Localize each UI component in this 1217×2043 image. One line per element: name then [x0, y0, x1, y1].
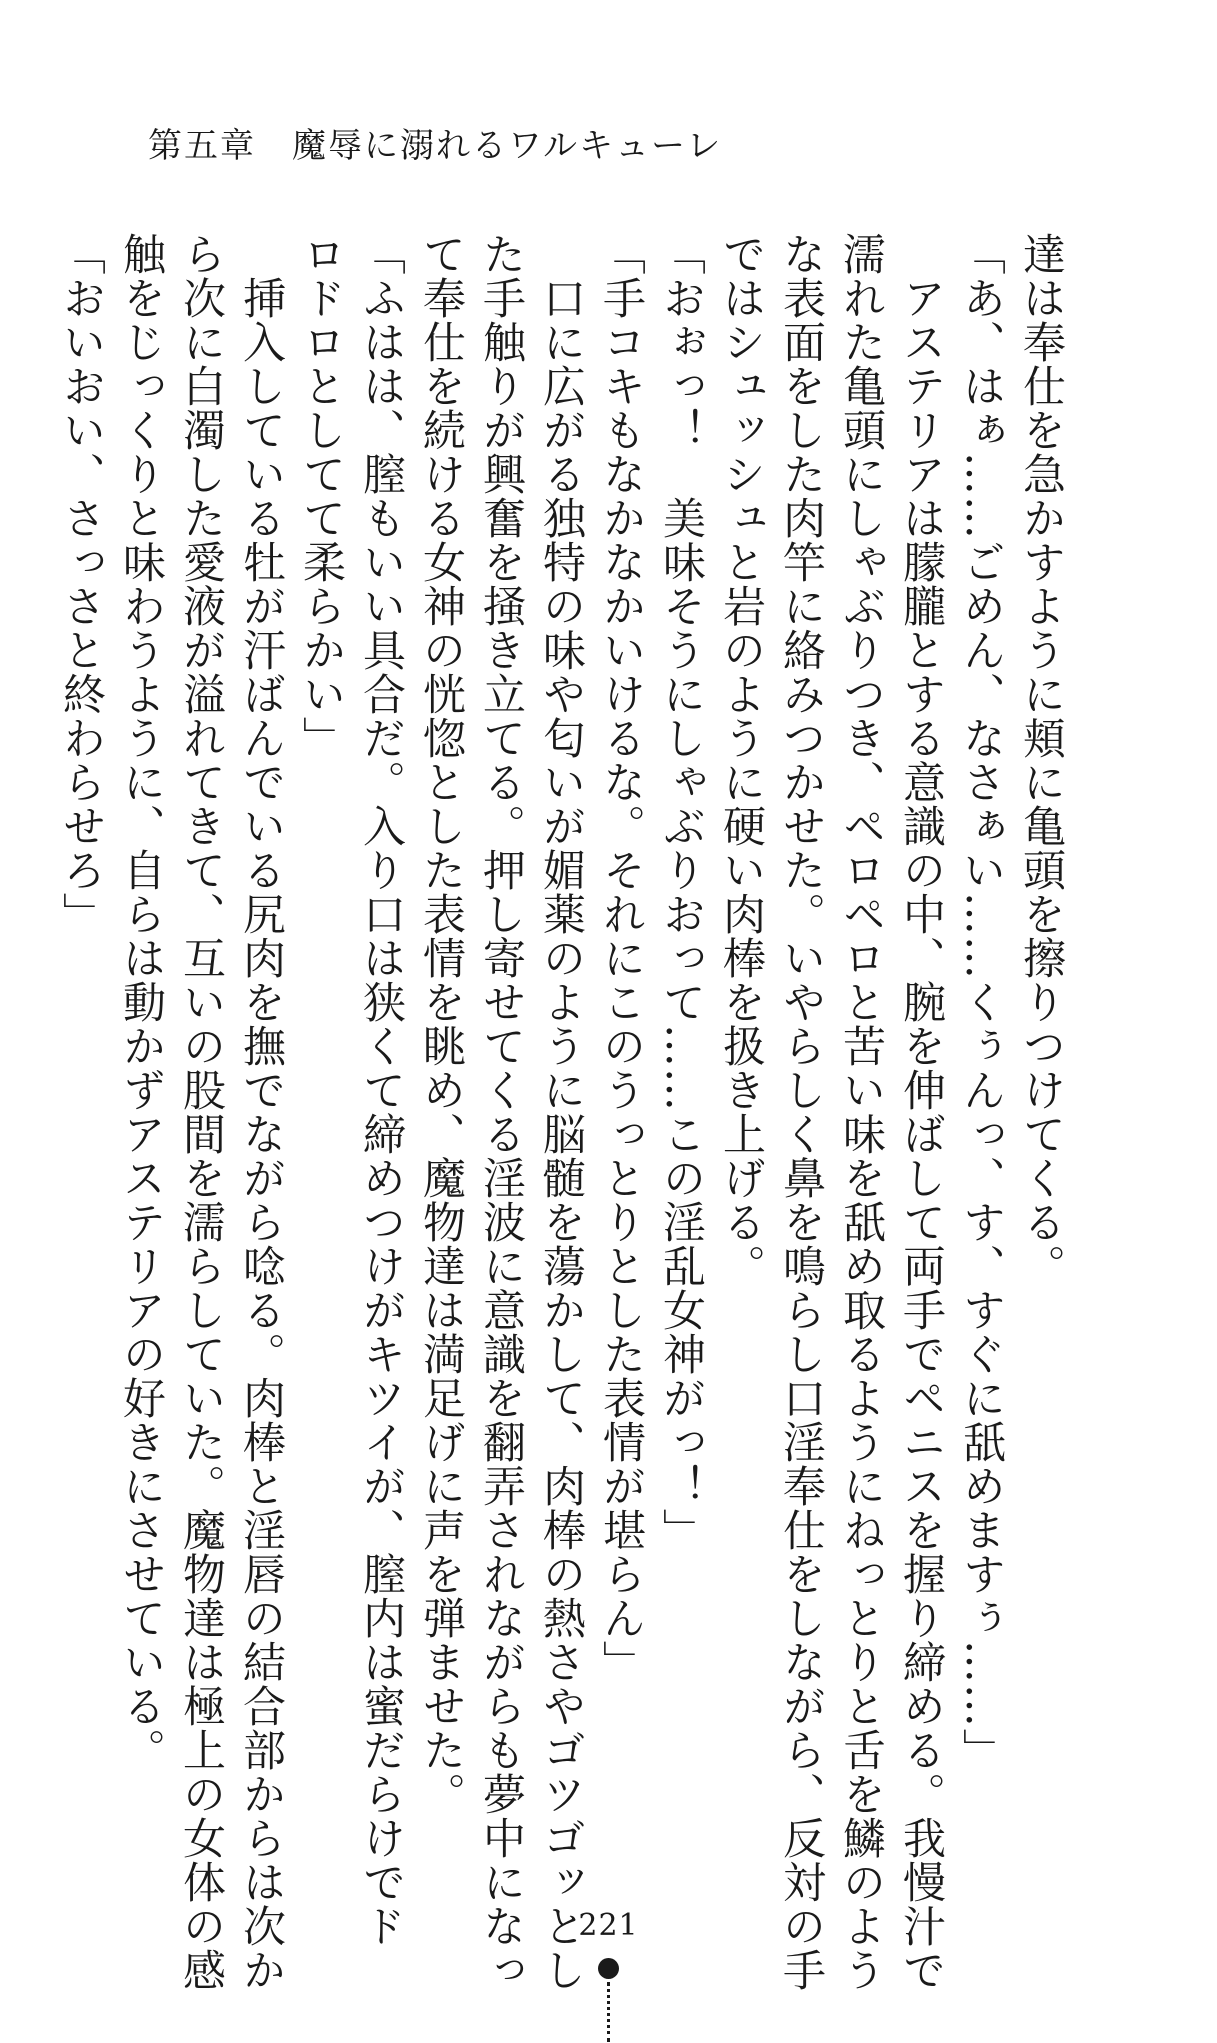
page-marker-dot — [598, 1958, 619, 1979]
text-line: 「あ、はぁ……ごめん、なさぁい……くぅんっ、す、すぐに舐めますぅ……」 — [956, 232, 1006, 1772]
text-line: 「ふはは、膣もいい具合だ。入り口は狭くて締めつけがキツイが、膣内は蜜だらけでド — [356, 232, 406, 1948]
text-line: て奉仕を続ける女神の恍惚とした表情を眺め、魔物達は満足げに声を弾ませた。 — [416, 232, 466, 1816]
text-line: 濡れた亀頭にしゃぶりつき、ペロペロと苦い味を舐め取るようにねっとりと舌を鱗のよう — [836, 232, 886, 1992]
text-line: 「おぉっ！ 美味そうにしゃぶりおって……この淫乱女神がっ！」 — [656, 232, 706, 1552]
text-line: た手触りが興奮を掻き立てる。押し寄せてくる淫波に意識を翻弄されながらも夢中になっ — [476, 232, 526, 1992]
text-line: ら次に白濁した愛液が溢れてきて、互いの股間を濡らしていた。魔物達は極上の女体の感 — [176, 232, 226, 1992]
text-line: な表面をした肉竿に絡みつかせた。いやらしく鼻を鳴らし口淫奉仕をしながら、反対の手 — [776, 232, 826, 1992]
running-head: 第五章 魔辱に溺れるワルキューレ — [148, 126, 723, 166]
text-line: ではシュッシュと岩のように硬い肉棒を扱き上げる。 — [716, 232, 766, 1288]
text-line: 口に広がる独特の味や匂いが媚薬のように脳髄を蕩かして、肉棒の熱さやゴツゴッとし — [536, 232, 586, 1992]
text-line: 達は奉仕を急かすように頬に亀頭を擦りつけてくる。 — [1016, 232, 1066, 1288]
text-line: 「手コキもなかなかいけるな。それにこのうっとりとした表情が堪らん」 — [596, 232, 646, 1684]
text-line: ロドロとしてて柔らかい」 — [296, 232, 346, 760]
text-line: 触をじっくりと味わうように、自らは動かずアステリアの好きにさせている。 — [116, 232, 166, 1772]
text-line: 挿入している牡が汗ばんでいる尻肉を撫でながら唸る。肉棒と淫唇の結合部からは次か — [236, 232, 286, 1992]
page-number: 221 — [578, 1908, 639, 1943]
text-line: アステリアは朦朧とする意識の中、腕を伸ばして両手でペニスを握り締める。我慢汁で — [896, 232, 946, 1992]
page-marker-dotted-line — [607, 1982, 610, 2042]
text-line: 「おいおい、さっさと終わらせろ」 — [56, 232, 106, 936]
